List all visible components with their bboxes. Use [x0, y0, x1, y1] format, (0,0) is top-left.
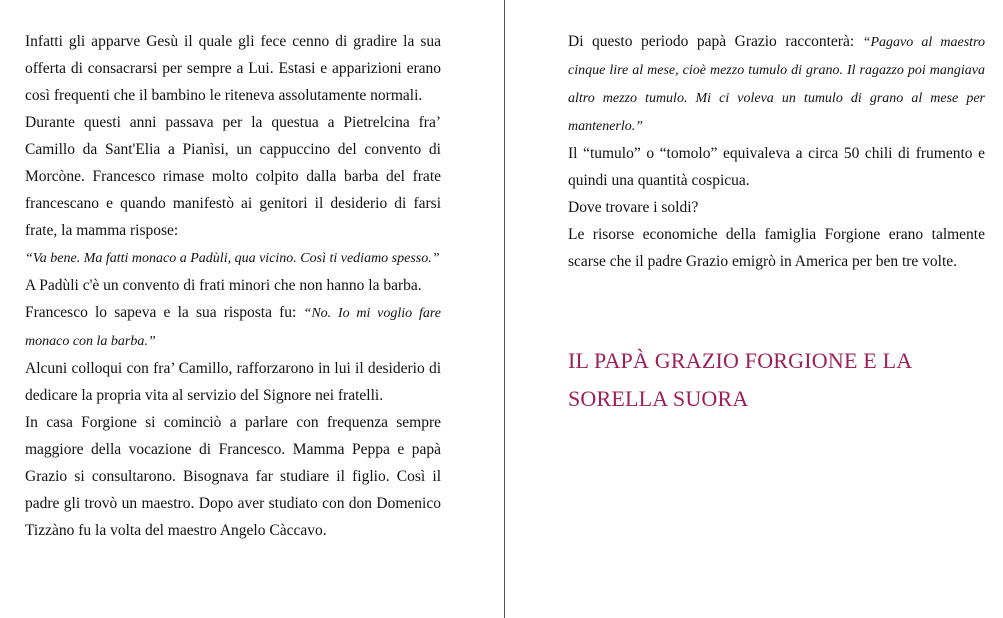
paragraph: Dove trovare i soldi? — [568, 199, 699, 216]
quote: “Va bene. Ma fatti monaco a Padùli, qua vicino. Così ti vediamo spesso.” — [25, 251, 440, 266]
paragraph — [25, 299, 441, 355]
paragraph: Infatti gli apparve Gesù il quale gli fece cenno di gradire la sua offerta di consacrarsi per sempre a Lui. Estasi e apparizioni erano così frequenti che il bambino le riteneva assolutamente normali. — [25, 33, 441, 104]
paragraph-text: Di questo periodo papà Grazio racconterà: — [568, 33, 863, 50]
paragraph: Alcuni colloqui con fra’ Camillo, rafforzarono in lui il desiderio di dedicare la propria vita al servizio del Signore nei fratelli. — [25, 360, 441, 404]
left-column-text — [25, 28, 441, 544]
quote: “Pagavo al maestro cinque lire al mese, cioè mezzo tumulo di grano. Il ragazzo poi mangiava altro mezzo tumulo. Mi ci voleva un tumulo di grano al mese per mantenerlo.” — [568, 35, 985, 134]
quote: “No. Io mi voglio fare monaco con la barba.” — [25, 306, 441, 349]
right-column-text — [568, 28, 985, 275]
right-page — [505, 0, 1003, 618]
paragraph: In casa Forgione si cominciò a parlare con frequenza sempre maggiore della vocazione di Francesco. Mamma Peppa e papà Grazio si consultarono. Bisognava far studiare il figlio. Così il padre gli trovò un maestro. Dopo aver studiato con don Domenico Tizzàno fu la volta del maestro Angelo Càccavo. — [25, 414, 441, 539]
paragraph: Durante questi anni passava per la questua a Pietrelcina fra’ Camillo da Sant'Elia a Pianìsi, un cappuccino del convento di Morcòne. Francesco rimase molto colpito dalla barba del frate francescano e quando manifestò ai genitori il desiderio di farsi frate, la mamma rispose: — [25, 114, 441, 239]
chapter-heading: IL PAPÀ GRAZIO FORGIONE E LA SORELLA SUORA — [568, 348, 912, 411]
paragraph-text: Francesco lo sapeva e la sua risposta fu: — [25, 304, 304, 321]
paragraph: Le risorse economiche della famiglia Forgione erano talmente scarse che il padre Grazio emigrò in America per ben tre volte. — [568, 226, 985, 270]
paragraph — [568, 28, 985, 140]
quote-paragraph — [25, 244, 441, 272]
paragraph: Il “tumulo” o “tomolo” equivaleva a circa 50 chili di frumento e quindi una quantità cospicua. — [568, 145, 985, 189]
paragraph: A Padùli c'è un convento di frati minori che non hanno la barba. — [25, 277, 422, 294]
